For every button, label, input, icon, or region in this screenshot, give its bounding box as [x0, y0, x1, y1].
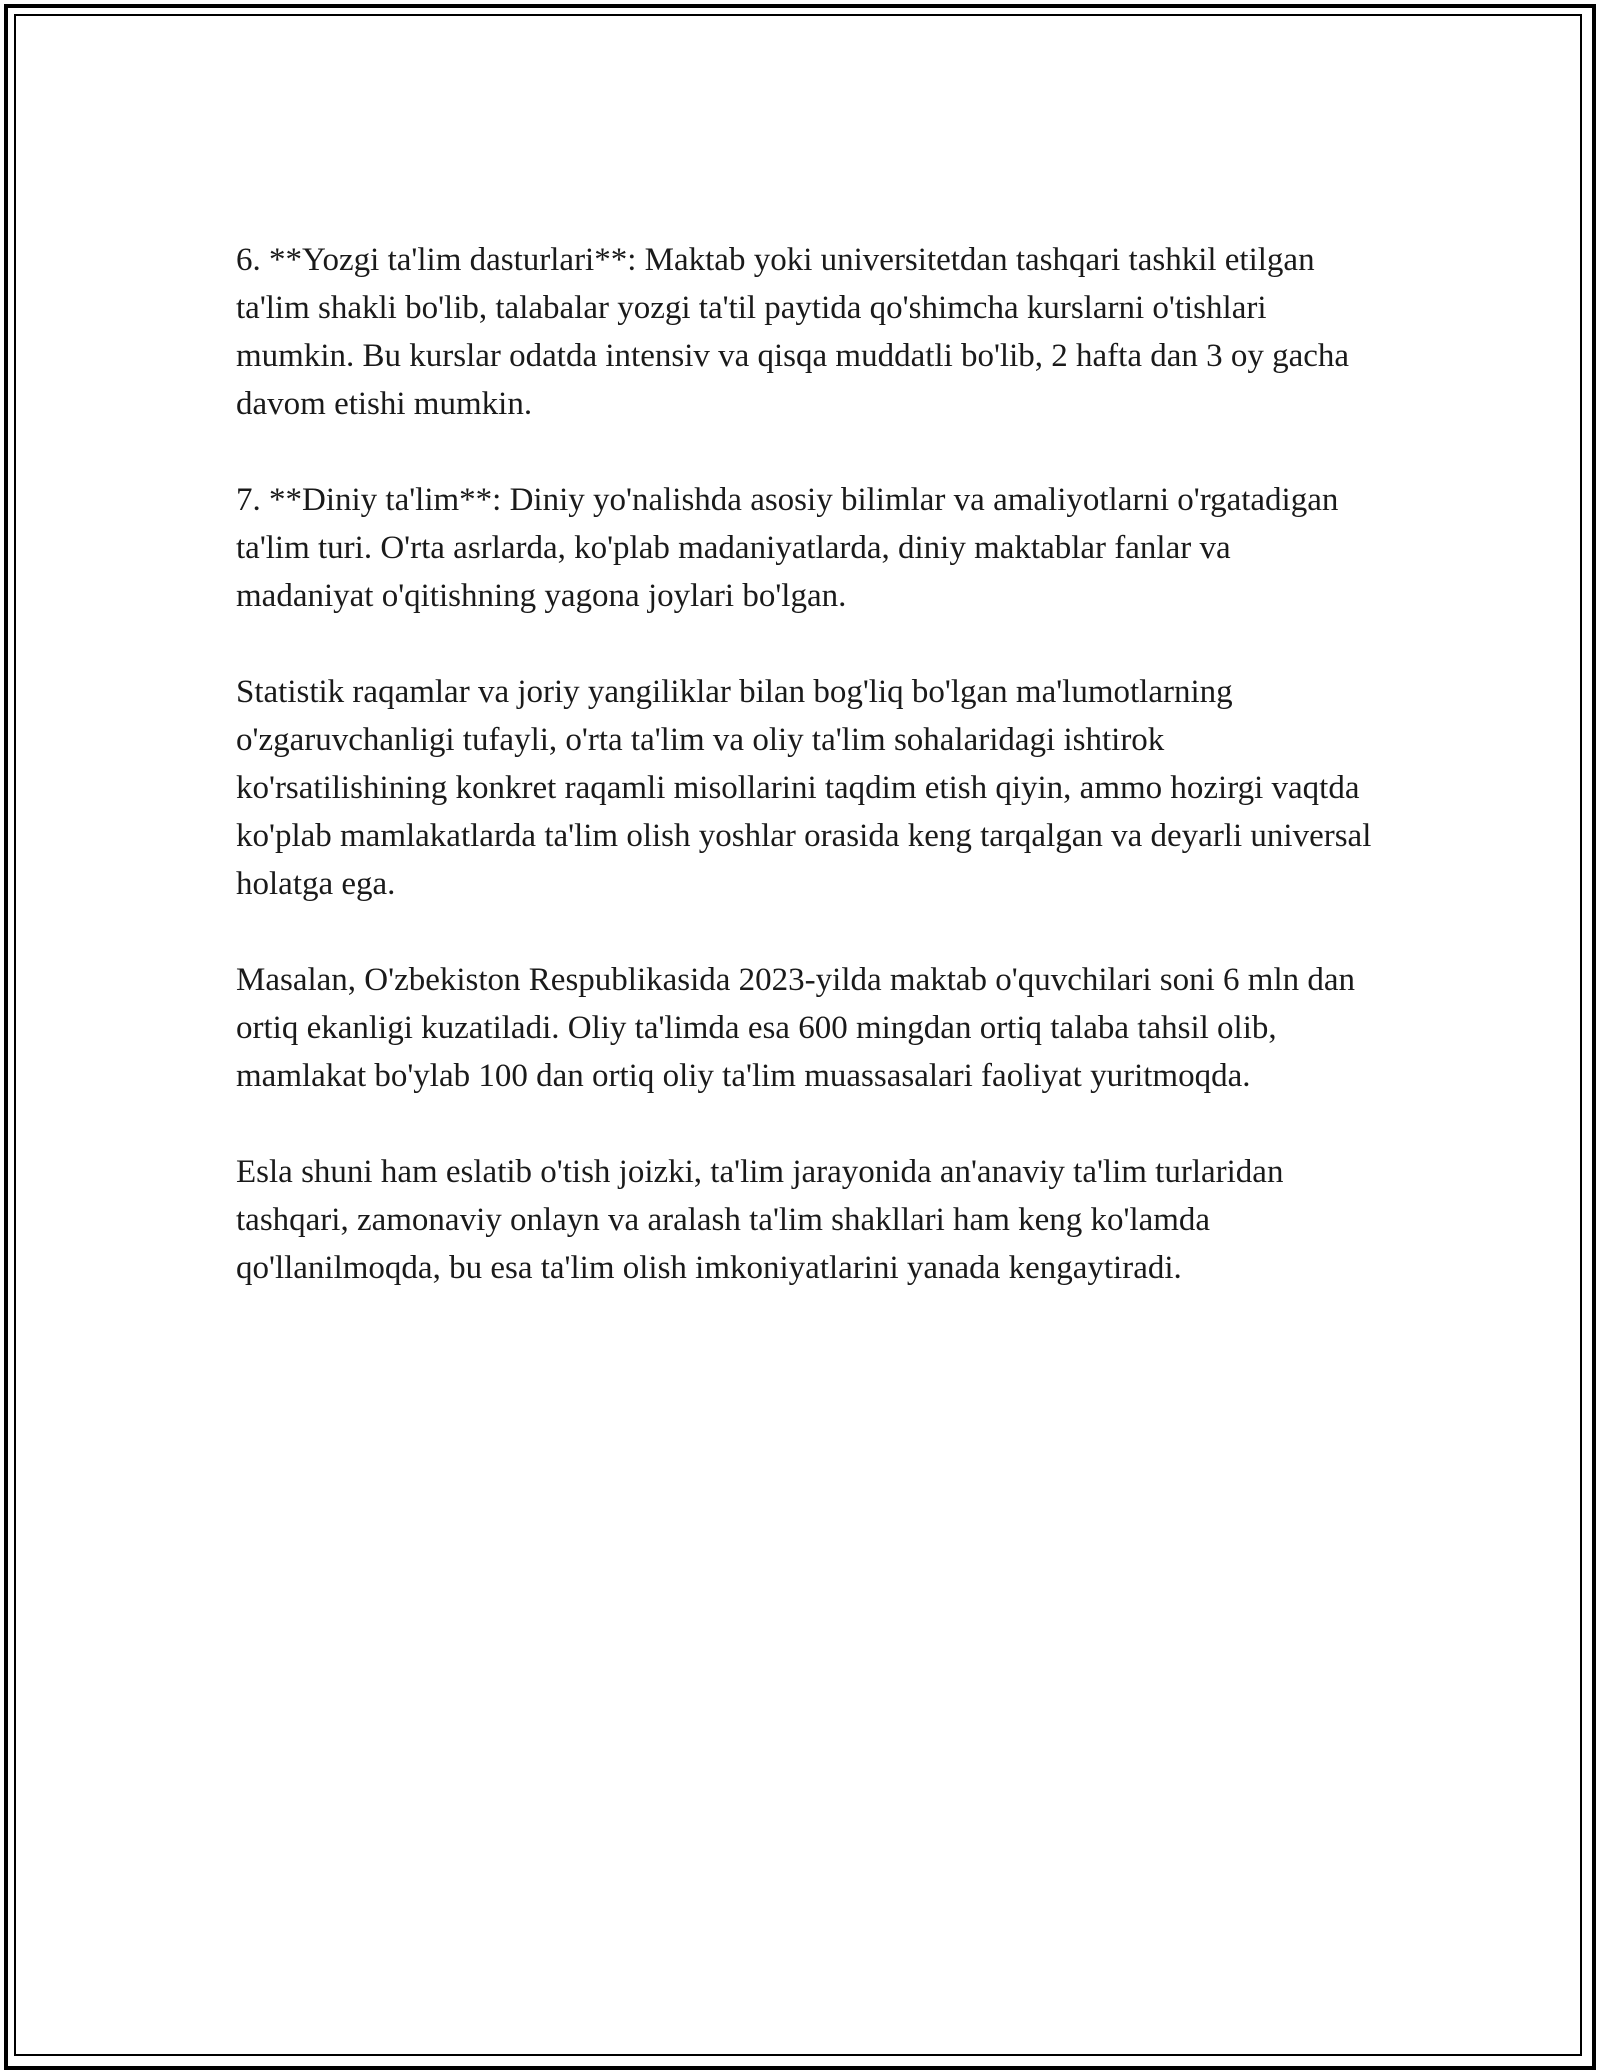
paragraph-summer-programs: 6. **Yozgi ta'lim dasturlari**: Maktab yoki universitetdan tashqari tashkil etilgan ta'lim shakli bo'lib, talabalar yozgi ta'til paytida qo'shimcha kurslarni o'tishlari mumkin. Bu kurslar odatda intensiv va qisqa muddatli bo'lib, 2 hafta dan 3 oy gacha davom etishi mumkin.	[236, 242, 1350, 422]
paragraph-uzbekistan-example: Masalan, O'zbekiston Respublikasida 2023-yilda maktab o'quvchilari soni 6 mln dan ortiq ekanligi kuzatiladi. Oliy ta'limda esa 600 mingdan ortiq talaba tahsil olib, mamlakat bo'ylab 100 dan ortiq oliy ta'lim muassasalari faoliyat yuritmoqda.	[236, 962, 1356, 1094]
paragraph-religious-education: 7. **Diniy ta'lim**: Diniy yo'nalishda asosiy bilimlar va amaliyotlarni o'rgatadigan ta'lim turi. O'rta asrlarda, ko'plab madaniyatlarda, diniy maktablar fanlar va madaniyat o'qitishning yagona joylari bo'lgan.	[236, 482, 1339, 614]
paragraph-statistics: Statistik raqamlar va joriy yangiliklar bilan bog'liq bo'lgan ma'lumotlarning o'zgaruvchanligi tufayli, o'rta ta'lim va oliy ta'lim sohalaridagi ishtirok ko'rsatilishining konkret raqamli misollarini taqdim etish qiyin, ammo hozirgi vaqtda ko'plab mamlakatlarda ta'lim olish yoshlar orasida keng tarqalgan va deyarli universal holatga ega.	[236, 674, 1372, 902]
document-body	[236, 236, 1376, 1340]
paragraph-online-learning: Esla shuni ham eslatib o'tish joizki, ta'lim jarayonida an'anaviy ta'lim turlaridan tashqari, zamonaviy onlayn va aralash ta'lim shakllari ham keng ko'lamda qo'llanilmoqda, bu esa ta'lim olish imkoniyatlarini yanada kengaytiradi.	[236, 1154, 1284, 1286]
